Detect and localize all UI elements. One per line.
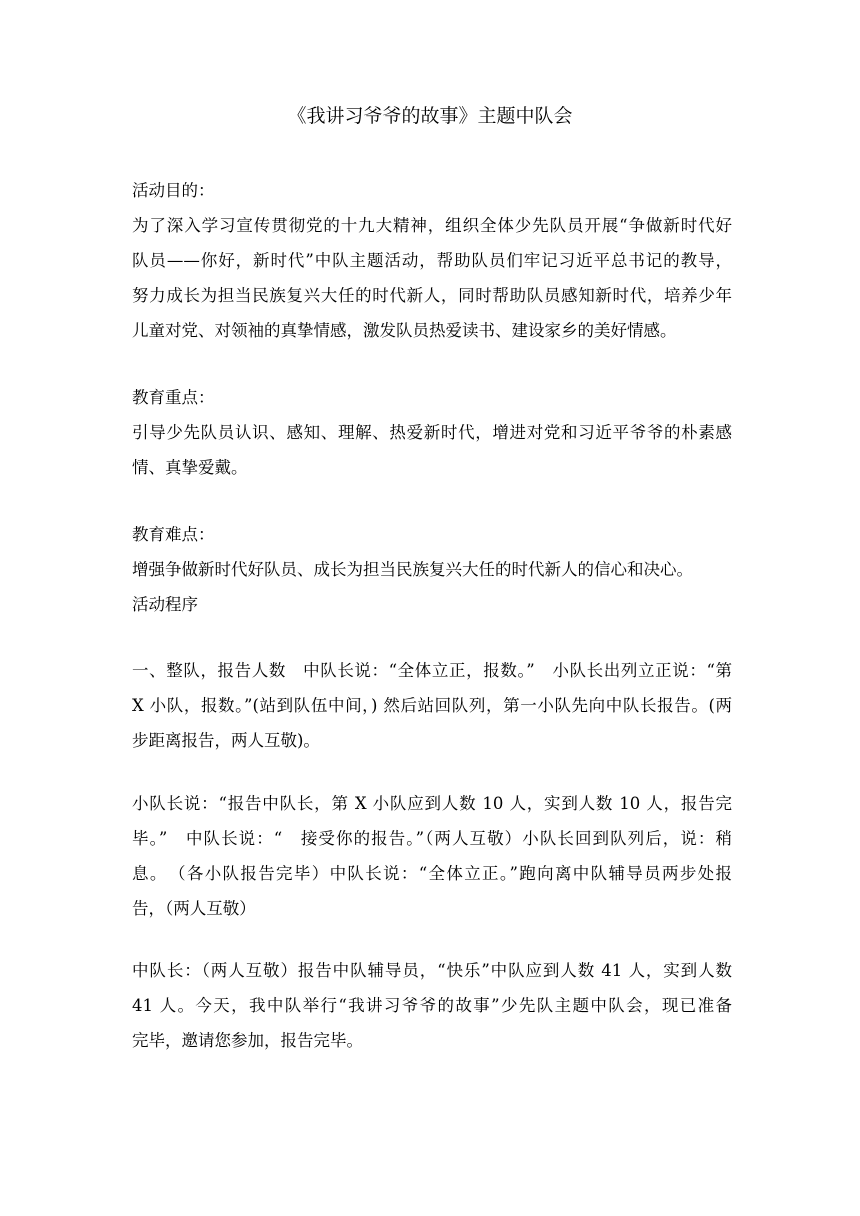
section-difficulty (132, 517, 732, 622)
paragraph-line: 队员——你好，新时代”中队主题活动，帮助队员们牢记习近平总书记的教导， (132, 251, 732, 270)
paragraph-line: 息。 （各小队报告完毕）中队长说：“全体立正。”跑向离中队辅导员两步处报 (132, 864, 732, 883)
paragraph-line: 中队长：（两人互敬）报告中队辅导员，“快乐”中队应到人数 41 人，实到人数 (132, 961, 732, 980)
paragraph-line: 引导少先队员认识、感知、理解、热爱新时代，增进对党和习近平爷爷的朴素感 (132, 423, 732, 442)
paragraph-line: 小队长说：“报告中队长，第 X 小队应到人数 10 人，实到人数 10 人，报告完 (132, 794, 732, 813)
section-purpose (132, 173, 732, 348)
section-heading-focus: 教育重点： (132, 388, 215, 407)
paragraph-line: 41 人。今天，我中队举行“我讲习爷爷的故事”少先队主题中队会，现已准备 (132, 996, 732, 1015)
section-heading-purpose: 活动目的： (132, 181, 215, 200)
section-focus (132, 380, 732, 485)
paragraph-line: X 小队，报数。”(站到队伍中间，) 然后站回队列，第一小队先向中队长报告。(两 (132, 696, 732, 715)
document-title: 《我讲习爷爷的故事》主题中队会 (287, 105, 573, 127)
paragraph-line: 为了深入学习宣传贯彻党的十九大精神，组织全体少先队员开展“争做新时代好 (132, 216, 732, 235)
paragraph-line: 完毕，邀请您参加，报告完毕。 (132, 1031, 363, 1050)
paragraph-line: 步距离报告，两人互敬)。 (132, 731, 320, 750)
paragraph-line: 努力成长为担当民族复兴大任的时代新人，同时帮助队员感知新时代，培养少年 (132, 286, 732, 305)
paragraph-line: 情、真挚爱戴。 (132, 458, 248, 477)
paragraph-line: 增强争做新时代好队员、成长为担当民族复兴大任的时代新人的信心和决心。 (132, 560, 693, 579)
paragraph-line: 一、整队，报告人数 中队长说：“全体立正，报数。” 小队长出列立正说：“第 (132, 661, 732, 680)
section-step-1 (132, 653, 732, 758)
paragraph-line: 告，（两人互敬） (132, 899, 256, 918)
section-heading-difficulty: 教育难点： (132, 525, 215, 544)
section-step-3 (132, 953, 732, 1058)
activity-program-heading: 活动程序 (132, 595, 198, 614)
paragraph-line: 毕。” 中队长说：“ 接受你的报告。”（两人互敬）小队长回到队列后，说：稍 (132, 829, 732, 848)
paragraph-line: 儿童对党、对领袖的真挚情感，激发队员热爱读书、建设家乡的美好情感。 (132, 321, 677, 340)
section-step-2 (132, 786, 732, 926)
